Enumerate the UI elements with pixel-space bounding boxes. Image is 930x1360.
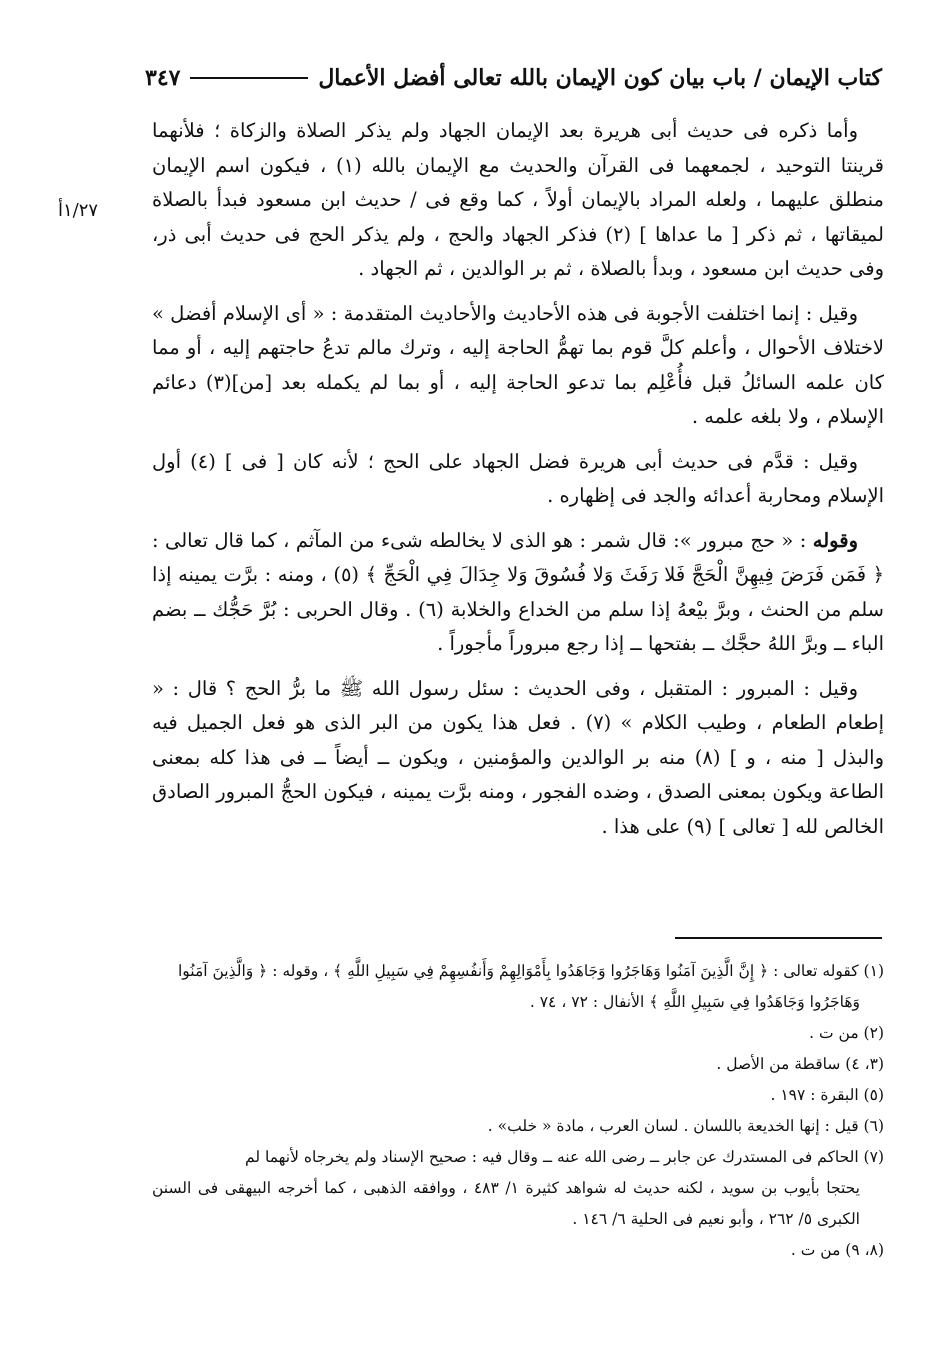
paragraph: وقيل : قدَّم فى حديث أبى هريرة فضل الجهاد على الحج ؛ لأنه كان [ فى ] (٤) أول الإسلام ومحاربة أعدائه والجد فى إظهاره . [152,449,884,507]
footnotes [152,956,884,1266]
footnote: (٦) قيل : إنها الخديعة باللسان . لسان العرب ، مادة « خلب» . [487,1117,884,1135]
running-header [145,58,882,98]
header-rule [190,77,308,79]
paragraph-lead-word: وقوله [812,528,858,552]
page-number: ٣٤٧ [145,65,181,91]
paragraph: وأما ذكره فى حديث أبى هريرة بعد الإيمان الجهاد ولم يذكر الصلاة والزكاة ؛ فلأنهما قرينتا التوحيد ، لجمعهما فى القرآن والحديث مع الإيمان بالله (١) ، فيكون اسم الإيمان منطلق عليهما ، ولعله المراد بالإيمان أولاً ، كما وقع فى / حديث ابن مسعود فبدأ بالصلاة لميقاتها ، ثم ذكر [ ما عداها ] (٢) فذكر الجهاد والحج ، ولم يذكر الحج فى حديث أبى ذر، وفى حديث ابن مسعود ، وبدأ بالصلاة ، ثم بر الوالدين ، ثم الجهاد . [152,119,884,280]
paragraph: وقوله : « حج مبرور »: قال شمر : هو الذى لا يخالطه شىء من المآثم ، كما قال تعالى : ﴿ فَمَن فَرَضَ فِيهِنَّ الْحَجَّ فَلا رَفَثَ وَلا فُسُوقَ وَلا جِدَالَ فِي الْحَجِّ ﴾ (٥) ، ومنه : برَّت يمينه إذا سلم من الحنث ، وبرَّ بيْعهُ إذا سلم من الخداع والخلابة (٦) . وقال الحربى : بُرَّ حَجُّك ــ بضم الباء ــ وبرَّ اللهُ حجَّك ــ بفتحها ــ إذا رجع مبروراً مأجوراً . [152,528,884,655]
paragraph: وقيل : المبرور : المتقبل ، وفى الحديث : سئل رسول الله ﷺ ما برُّ الحج ؟ قال : « إطعام الطعام ، وطيب الكلام » (٧) . فعل هذا يكون من البر الذى هو فعل الجميل فيه والبذل [ منه ، و ] (٨) منه بر الوالدين والمؤمنين ، ويكون ــ أيضاً ــ فى هذا كله بمعنى الطاعة ويكون بمعنى الصدق ، وضده الفجور ، ومنه برَّت يمينه ، فيكون الحجُّ المبرور الصادق الخالص لله [ تعالى ] (٩) على هذا . [152,676,885,838]
footnote: (٨، ٩) من ت . [790,1241,884,1259]
main-text [152,114,884,854]
footnote-separator [675,937,882,939]
footnote: (٧) الحاكم فى المستدرك عن جابر ــ رضى الله عنه ــ وقال فيه : صحيح الإسناد ولم يخرجاه لأنهما لم يحتجا بأيوب بن سويد ، لكنه حديث له شواهد كثيرة ١/ ٤٨٣ ، ووافقه الذهبى ، كما أخرجه البيهقى فى السنن الكبرى ٥/ ٢٦٢ ، وأبو نعيم فى الحلية ٦/ ١٤٦ . [152,1148,884,1228]
header-title: كتاب الإيمان / باب بيان كون الإيمان بالله تعالى أفضل الأعمال [318,65,882,91]
manuscript-folio-note: ١/٢٧أ [58,200,99,221]
footnote: (٥) البقرة : ١٩٧ . [770,1086,884,1104]
footnote: (١) كقوله تعالى : ﴿ إِنَّ الَّذِينَ آمَنُوا وَهَاجَرُوا وَجَاهَدُوا بِأَمْوَالِهِمْ وَأَنفُسِهِمْ فِي سَبِيلِ اللَّهِ ﴾ ، وقوله : ﴿ وَالَّذِينَ آمَنُوا وَهَاجَرُوا وَجَاهَدُوا فِي سَبِيلِ اللَّهِ ﴾ الأنفال : ٧٢ ، ٧٤ . [177,962,884,1011]
paragraph: وقيل : إنما اختلفت الأجوبة فى هذه الأحاديث والأحاديث المتقدمة : « أى الإسلام أفضل » لاختلاف الأحوال ، وأعلم كلَّ قوم بما تهمُّ الحاجة إليه ، وترك مالم تدعُ حاجتهم إليه ، أو مما كان علمه السائلُ قبل فأُعْلِم بما تدعو الحاجة إليه ، أو بما لم يكمله بعد [من](٣) دعائم الإسلام ، ولا بلغه علمه . [152,301,884,428]
footnote: (٣، ٤) ساقطة من الأصل . [716,1055,884,1073]
footnote: (٢) من ت . [809,1024,884,1042]
